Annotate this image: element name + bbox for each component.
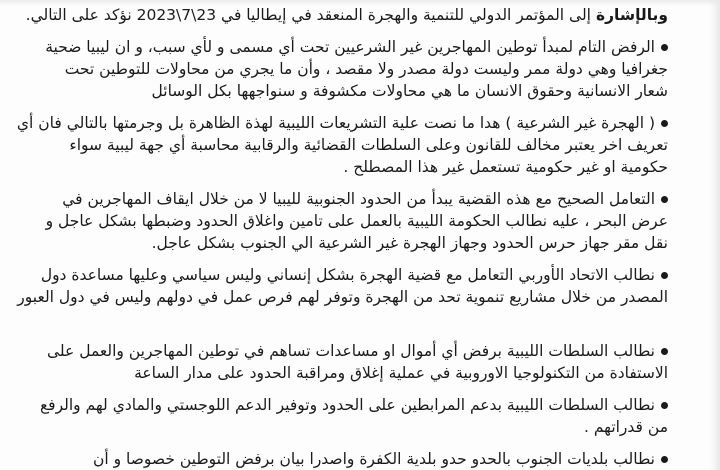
paragraph-1-line-1 [40, 36, 668, 58]
paragraph-2-line-3 [40, 156, 668, 178]
paragraph-1-text-2: جغرافيا وهي دولة ممر وليست دولة مصدر ولا مقصد ، وأن ما يجري من محاولات للتوطين تحت [64, 60, 668, 78]
paragraph-3-text-1: التعامل الصحيح مع هذه القضية يبدأ من الحدود الجنوبية لليبيا لا من خلال ايقاف المهاجرين في [62, 190, 655, 208]
paragraph-2-text-2: تعريف اخر يعتبر مخالف للقانون وعلى السلطات القضائية والرقابية محاسبة أي جهة ليبية سواء [69, 136, 668, 154]
bullet-icon [661, 272, 668, 279]
paragraph-4-text-2: المصدر من خلال مشاريع تنموية تحد من الهجرة وتوفر لهم فرص عمل في دولهم وليس في دول العبور [17, 288, 668, 306]
paragraph-5-text-1: نطالب السلطات الليبية برفض أي أموال او مساعدات تساهم في توطين المهاجرين والعمل على [47, 342, 655, 360]
paragraph-5-line-2 [40, 362, 668, 384]
paragraph-3-line-3 [40, 232, 668, 254]
intro-text: إلى المؤتمر الدولي للتنمية والهجرة المنعقد في إيطاليا في 23\7\2023 نؤكد على التالي. [25, 6, 591, 24]
paragraph-3-line-1 [40, 188, 668, 210]
paragraph-1-text-1: الرفض التام لمبدأ توطين المهاجرين غير الشرعيين تحت أي مسمى و لأي سبب، و ان ليبيا ضحية [45, 38, 655, 56]
paragraph-1-line-3 [40, 80, 668, 102]
scan-shadow-edge [710, 0, 720, 470]
bullet-icon [661, 120, 668, 127]
paragraph-4-line-1 [40, 264, 668, 286]
bullet-icon [661, 348, 668, 355]
paragraph-3-text-2: عرض البحر ، عليه نطالب الحكومة الليبية بالعمل على تامين واغلاق الحدود وضبطها بشكل عاجل و [45, 212, 668, 230]
bullet-icon [661, 456, 668, 463]
intro-line [25, 4, 668, 26]
paragraph-2-text-3: حكومية او غير حكومية تستعمل غير هذا المصطلح . [343, 158, 668, 176]
paragraph-1-line-2 [40, 58, 668, 80]
paragraph-2-line-2 [40, 134, 668, 156]
paragraph-5-text-2: الاستفادة من التكنولوجيا الاوروبية في عملية إغلاق ومراقبة الحدود على مدار الساعة [134, 364, 668, 382]
paragraph-4-line-2 [17, 286, 668, 308]
bullet-icon [661, 44, 668, 51]
paragraph-7-line-1 [40, 448, 668, 470]
paragraph-6-text-1: نطالب السلطات الليبية بدعم المرابطين على الحدود وتوفير الدعم اللوجستي والمادي لهم والرفع [39, 396, 655, 414]
paragraph-2-text-1: ( الهجرة غير الشرعية ) هدا ما نصت علية التشريعات الليبية لهذة الظاهرة بل وجرمتها بالتالي فان أي [16, 114, 655, 132]
paragraph-6-text-2: من قدراتهم . [584, 418, 668, 436]
paragraph-3-line-2 [40, 210, 668, 232]
paragraph-6-line-2 [40, 416, 668, 438]
paragraph-6-line-1 [40, 394, 668, 416]
paragraph-7-text-1: نطالب بلديات الجنوب بالحدو حدو بلدية الكفرة واصدرا بيان برفض التوطين خصوصا و أن [92, 450, 655, 468]
paragraph-5-line-1 [40, 340, 668, 362]
intro-bold-word: وبالإشارة [595, 6, 668, 24]
bullet-icon [661, 402, 668, 409]
paragraph-4-text-1: نطالب الاتحاد الأوربي التعامل مع قضية الهجرة بشكل إنساني وليس سياسي وعليها مساعدة دول [40, 266, 655, 284]
paragraph-2-line-1 [16, 112, 668, 134]
paragraph-1-text-3: شعار الانسانية وحقوق الانسان ما هي محاولات مكشوفة و سنواجهها بكل الوسائل [151, 82, 668, 100]
paragraph-3-text-3: نقل مقر جهاز حرس الحدود وجهاز الهجرة غير الشرعية الي الجنوب بشكل عاجل. [151, 234, 668, 252]
bullet-icon [661, 196, 668, 203]
